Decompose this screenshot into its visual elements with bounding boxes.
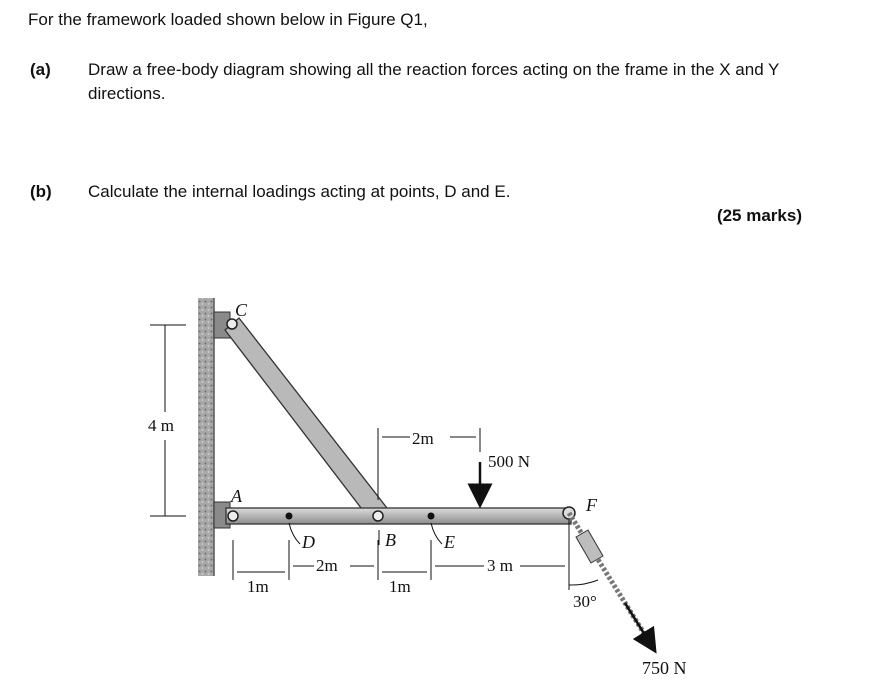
label-d: D (302, 532, 315, 552)
bottom-dimension-chain (233, 540, 569, 580)
label-a: A (231, 486, 242, 506)
dim-3m: 3 m (487, 556, 513, 575)
strut-cb (225, 318, 387, 521)
pin-c (227, 319, 237, 329)
question-a-text: Draw a free-body diagram showing all the reaction forces acting on the frame in the X and Y directions. (88, 60, 780, 103)
angle-label: 30° (573, 592, 597, 611)
marks-label: (25 marks) (716, 206, 802, 225)
height-dimension-label: 4 m (148, 416, 174, 435)
beam-af (226, 508, 571, 524)
label-f: F (586, 495, 597, 515)
point-d-marker (286, 513, 293, 520)
dim-1m-left: 1m (247, 577, 269, 596)
label-e: E (444, 532, 455, 552)
pin-a (228, 511, 238, 521)
angle-arc (569, 580, 598, 585)
dim-2m: 2m (316, 556, 338, 575)
question-a-label: (a) (30, 60, 51, 79)
dim-1m-right: 1m (389, 577, 411, 596)
wall (198, 298, 214, 576)
load-500-label: 500 N (488, 452, 531, 471)
turnbuckle (576, 530, 603, 563)
top-span-label: 2m (412, 429, 434, 448)
cable-force-arrow (625, 603, 650, 643)
question-b-label: (b) (30, 182, 52, 201)
leader-e (431, 523, 442, 544)
question-b-text: Calculate the internal loadings acting at points, D and E. (88, 182, 511, 201)
label-c: C (235, 300, 248, 320)
point-e-marker (428, 513, 435, 520)
label-b: B (385, 530, 396, 550)
intro-text: For the framework loaded shown below in Figure Q1, (28, 10, 428, 29)
leader-d (289, 523, 300, 544)
load-750-label: 750 N (642, 658, 687, 678)
pin-b (373, 511, 383, 521)
